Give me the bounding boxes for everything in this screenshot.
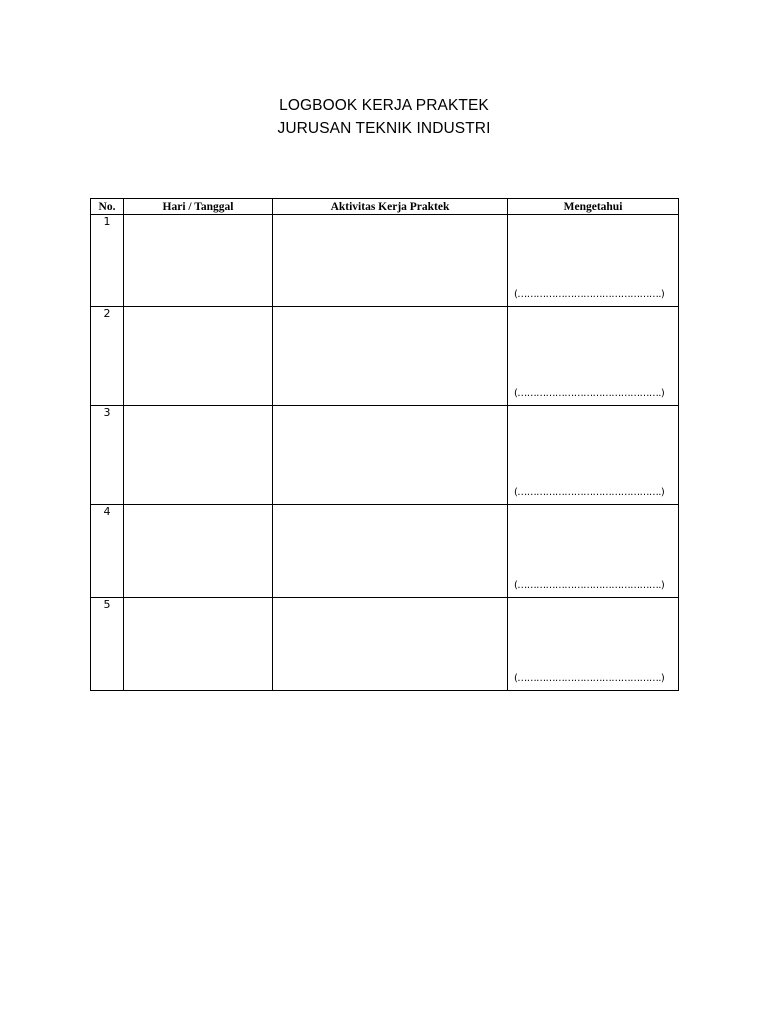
column-header-acknowledged: Mengetahui [508, 199, 679, 215]
date-cell[interactable] [124, 307, 273, 406]
row-number: 2 [91, 307, 124, 406]
column-header-activity: Aktivitas Kerja Praktek [273, 199, 508, 215]
date-cell[interactable] [124, 598, 273, 691]
signature-cell[interactable] [508, 307, 679, 406]
row-number: 3 [91, 406, 124, 505]
activity-cell[interactable] [273, 307, 508, 406]
signature-cell[interactable] [508, 215, 679, 307]
signature-line: (……………………………………….) [514, 673, 665, 684]
table-row [91, 505, 679, 598]
table-row [91, 598, 679, 691]
column-header-no: No. [91, 199, 124, 215]
logbook-table [90, 198, 679, 691]
activity-cell[interactable] [273, 598, 508, 691]
activity-cell[interactable] [273, 505, 508, 598]
signature-cell[interactable] [508, 598, 679, 691]
table-row [91, 215, 679, 307]
date-cell[interactable] [124, 505, 273, 598]
row-number: 5 [91, 598, 124, 691]
title-line-logbook: LOGBOOK KERJA PRAKTEK [279, 97, 489, 114]
signature-line: (……………………………………….) [514, 487, 665, 498]
signature-cell[interactable] [508, 406, 679, 505]
activity-cell[interactable] [273, 215, 508, 307]
signature-line: (……………………………………….) [514, 289, 665, 300]
signature-line: (……………………………………….) [514, 580, 665, 591]
table-header-row [91, 199, 679, 215]
row-number: 1 [91, 215, 124, 307]
table-row [91, 406, 679, 505]
signature-line: (……………………………………….) [514, 388, 665, 399]
column-header-date: Hari / Tanggal [124, 199, 273, 215]
activity-cell[interactable] [273, 406, 508, 505]
title-line-department: JURUSAN TEKNIK INDUSTRI [277, 120, 491, 137]
document-title [0, 94, 768, 140]
table-row [91, 307, 679, 406]
date-cell[interactable] [124, 406, 273, 505]
row-number: 4 [91, 505, 124, 598]
date-cell[interactable] [124, 215, 273, 307]
signature-cell[interactable] [508, 505, 679, 598]
